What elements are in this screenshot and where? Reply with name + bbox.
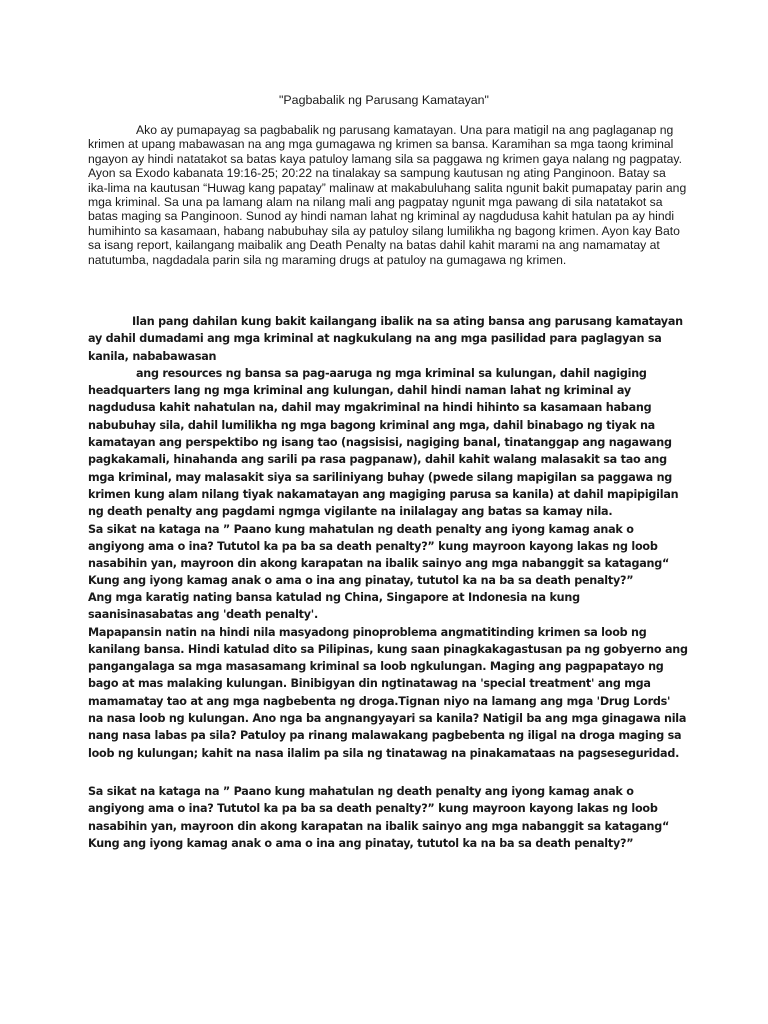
section-neighbors-body: Mapapansin natin na hindi nila masyadong pinoproblema angmatitinding krimen sa loob ng kanilang bansa. Hindi katulad dito sa Pilipinas, kung saan pinagkakagastusan pa ng gobyerno ang pangangalaga sa mga masasamang kriminal sa loob ngkulungan. Maging ang pagpapatayo ng bago at mas malaking kulungan. Binibigyan din ngtinatawag na 'special treatment' ang mga mamamatay tao at ang mga nagbebenta ng droga.Tignan niyo na lamang ang mga 'Drug Lords' na nasa loob ng kulungan. Ano nga ba angnangyayari sa kanila? Natigil ba ang mga ginagawa nila nang nasa labas pa sila? Patuloy pa rinang malawakang pagbebenta ng iligal na droga maging sa loob ng kulungan; kahit na nasa ilalim pa sila ng tinatawag na pinakamataas na pagseseguridad.	[88, 625, 688, 760]
section-reasons-quote: Sa sikat na kataga na ” Paano kung mahatulan ng death penalty ang iyong kamag anak o angiyong ama o ina? Tututol ka pa ba sa death penalty?” kung mayroon kayong lakas ng loob nasabihin yan, mayroon din akong karapatan na ibalik sainyo ang mga nabanggit sa katagang“ Kung ang iyong kamag anak o ama o ina ang pinatay, tututol ka na ba sa death penalty?”	[88, 522, 670, 588]
section-reasons	[88, 313, 688, 590]
paragraph-intro: Ako ay pumapayag sa pagbabalik ng parusang kamatayan. Una para matigil na ang paglaganap ng krimen at upang mabawasan na ang mga gumagawa ng krimen sa bansa. Karamihan sa mga taong kriminal ngayon ay hindi natatakot sa batas kaya patuloy lamang sila sa paggawa ng krimen gaya nalang ng pagpatay. Ayon sa Exodo kabanata 19:16-25; 20:22 na tinalakay sa sampung kautusan ng ating Panginoon. Batay sa ika-lima na kautusan “Huwag kang papatay” malinaw at makabuluhang salita ngunit bakit pumapatay parin ang mga kriminal. Sa una pa lamang alam na nilang mali ang pagpatay ngunit mga pawang di sila natatakot sa batas maging sa Panginoon. Sunod ay hindi naman lahat ng kriminal ay nagdudusa kahit hatulan pa ay hindi humihinto sa kasamaan, habang nabubuhay sila ay patuloy silang lumilikha ng bagong krimen. Ayon kay Bato sa isang report, kailangang maibalik ang Death Penalty na batas dahil kahit marami na ang namamatay at natutumba, nagdadala parin sila ng maraming drugs at patuloy na gumagawa ng krimen.	[88, 123, 687, 267]
section-neighbors	[88, 589, 688, 762]
section-neighbors-intro: Ang mga karatig nating bansa katulad ng China, Singapore at Indonesia na kung saanisinasabatas ang 'death penalty'.	[88, 591, 580, 622]
document-title: "Pagbabalik ng Parusang Kamatayan"	[279, 93, 489, 107]
section-closing	[88, 783, 688, 852]
section-closing-quote: Sa sikat na kataga na ” Paano kung mahatulan ng death penalty ang iyong kamag anak o angiyong ama o ina? Tututol ka pa ba sa death penalty?” kung mayroon kayong lakas ng loob nasabihin yan, mayroon din akong karapatan na ibalik sainyo ang mga nabanggit sa katagang“ Kung ang iyong kamag anak o ama o ina ang pinatay, tututol ka na ba sa death penalty?”	[88, 785, 670, 850]
section-reasons-lead: Ilan pang dahilan kung bakit kailangang ibalik na sa ating bansa ang parusang kamatayan ay dahil dumadami ang mga kriminal at nagkukulang na ang mga pasilidad para paglagyan sa kanila, nababawasan	[88, 315, 683, 363]
section-reasons-body: ang resources ng bansa sa pag-aaruga ng mga kriminal sa kulungan, dahil nagiging headquarters lang ng mga kriminal ang kulungan, dahil hindi naman lahat ng kriminal ay nagdudusa kahit nahatulan na, dahil may mgakriminal na hindi hihinto sa kasamaan habang nabubuhay sila, dahil lumilikha ng mga bagong kriminal ang mga, dahil binabago ng tiyak na kamatayan ang perspektibo ng isang tao (nagsisisi, nagiging banal, tinatanggap ang nagawang pagkakamali, hinahanda ang sarili pa rasa pagpanaw), dahil kahit walang malasakit sa tao ang mga kriminal, may malasakit siya sa sariliniyang buhay (pwede silang mapigilan sa paggawa ng krimen kung alam nilang tiyak nakamatayan ang magiging parusa sa kanila) at dahil mapipigilan ng death penalty ang pagdami ngmga vigilante na inilalagay ang batas sa kamay nila.	[88, 366, 679, 519]
